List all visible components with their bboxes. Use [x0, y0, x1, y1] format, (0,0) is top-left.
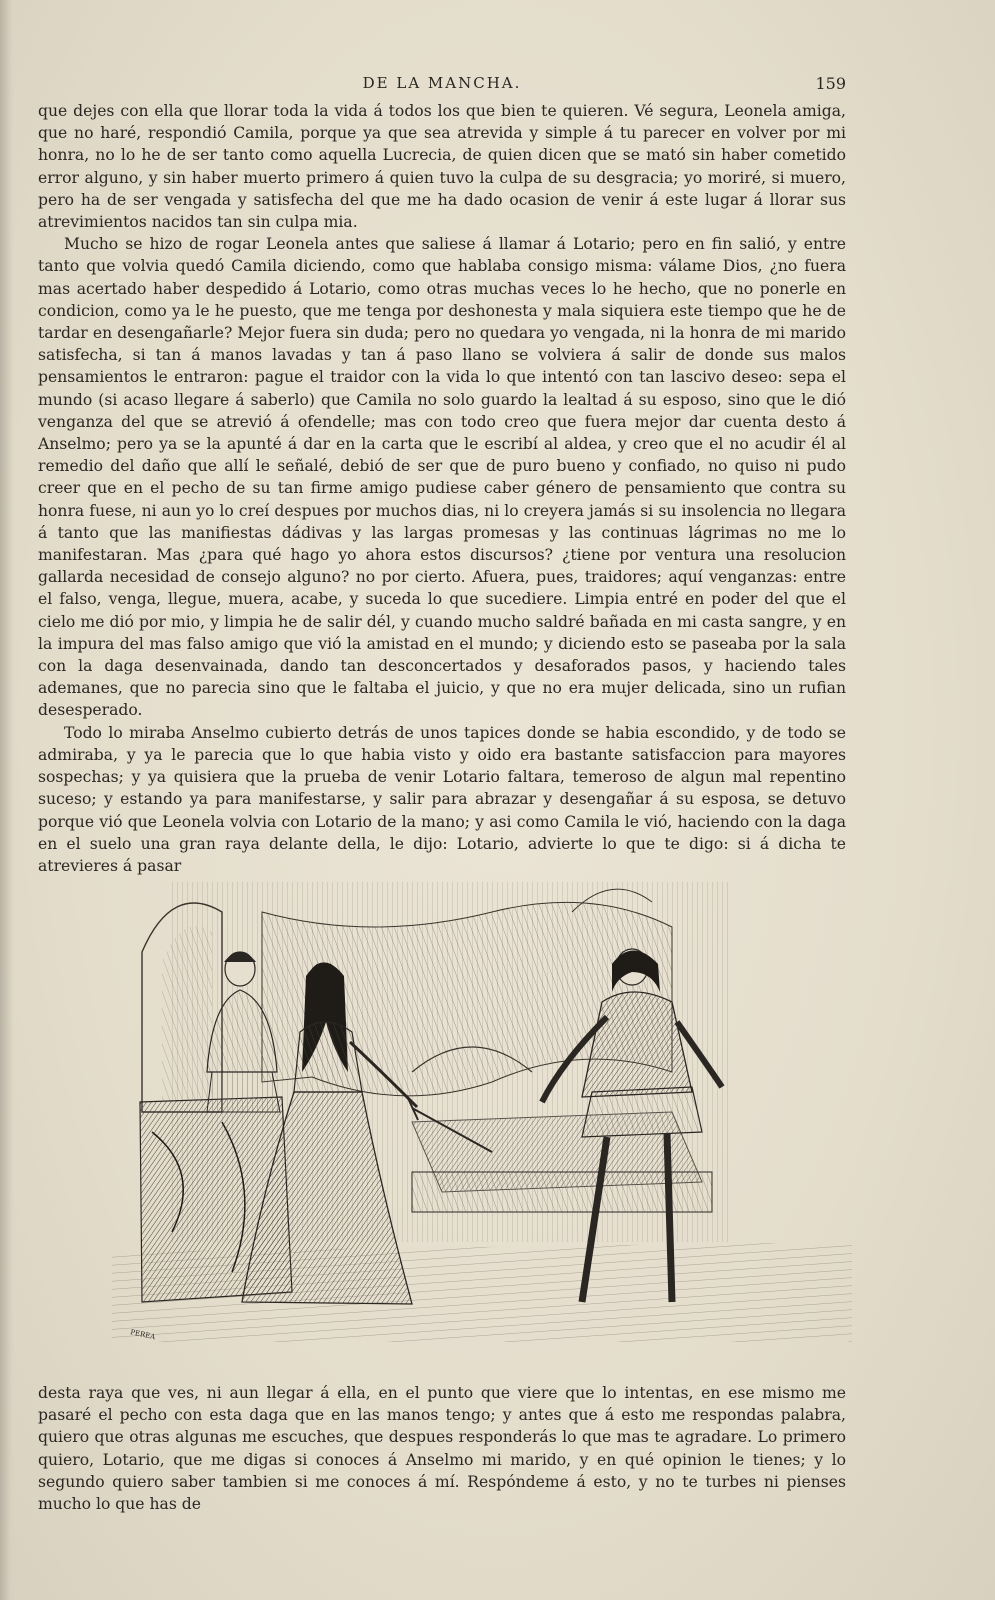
paragraph: que dejes con ella que llorar toda la vida á todos los que bien te quieren. Vé segura, Leonela amiga, que no haré, respondió Camila, porque ya que sea atrevida y simple á tu parecer en volver por mi honra, no lo he de ser tanto como aquella Lucrecia, de quien dicen que se mató sin haber cometido error alguno, y sin haber muerto primero á quien tuvo la culpa de su desgracia; yo moriré, si muero, pero ha de ser vengada y satisfecha del que me ha dado ocasion de venir á este lugar á llorar sus atrevimientos nacidos tan sin culpa mia.: [38, 102, 846, 232]
page-header: [38, 74, 846, 96]
continuation-text: [38, 1382, 846, 1515]
running-title: DE LA MANCHA.: [362, 74, 522, 92]
page-gutter: [0, 0, 14, 1600]
engraver-signature: PEREA: [129, 1328, 156, 1342]
paragraph: desta raya que ves, ni aun llegar á ella, en el punto que viere que lo intentas, en ese mismo me pasaré el pecho con esta daga que en las manos tengo; y antes que á esto me respondas palabra, quiero que otras algunas me escuches, que despues responderás lo que mas te agradare. Lo primero quiero, Lotario, que me digas si conoces á Anselmo mi marido, y en qué opinion le tienes; y lo segundo quiero saber tambien si me conoces á mí. Respóndeme á esto, y no te turbes ni pienses mucho lo que has de: [38, 1384, 846, 1514]
paragraph: Mucho se hizo de rogar Leonela antes que saliese á llamar á Lotario; pero en fin salió, y entre tanto que volvia quedó Camila diciendo, como que hablaba consigo misma: válame Dios, ¿no fuera mas acertado haber despedido á Lotario, como otras muchas veces lo he hecho, que no ponerle en condicion, como ya le he puesto, que me tenga por deshonesta y mala siquiera este tiempo que he de tardar en desengañarle? Mejor fuera sin duda; pero no quedara yo vengada, ni la honra de mi marido satisfecha, si tan á manos lavadas y tan á paso llano se volviera á salir de donde sus malos pensamientos le entraron: pague el traidor con la vida lo que intentó con tan lascivo deseo: sepa el mundo (si acaso llegare á saberlo) que Camila no solo guardo la lealtad á su esposo, sino que le dió venganza del que se atrevió á ofendelle; mas con todo creo que fuera mejor dar cuenta desto á Anselmo; pero ya se la apunté á dar en la carta que le escribí al aldea, y creo que el no acudir él al remedio del daño que allí le señalé, debió de ser que de puro bueno y confiado, no quiso ni pudo creer que en el pecho de su tan firme amigo pudiese caber género de pensamiento que contra su honra fuese, ni aun yo lo creí despues por muchos dias, ni lo creyera jamás si su insolencia no llegara á tanto que las manifiestas dádivas y las largas promesas y las continuas lágrimas no me lo manifestaran. Mas ¿para qué hago yo ahora estos discursos? ¿tiene por ventura una resolucion gallarda necesidad de consejo alguno? no por cierto. Afuera, pues, traidores; aquí venganzas: entre el falso, venga, llegue, muera, acabe, y suceda lo que sucediere. Limpia entré en poder del que el cielo me dió por mio, y limpia he de salir dél, y cuando mucho saldré bañada en mi casta sangre, y en la impura del mas falso amigo que vió la amistad en el mundo; y diciendo esto se paseaba por la sala con la daga desenvainada, dando tan desconcertados y desaforados pasos, y haciendo tales ademanes, que no parecia sino que le faltaba el juicio, y que no era mujer delicada, sino un rufian desesperado.: [38, 235, 846, 720]
floor: [112, 1242, 852, 1342]
paragraph: Todo lo miraba Anselmo cubierto detrás de unos tapices donde se habia escondido, y de todo se admiraba, y ya le parecia que lo que habia visto y oido era bastante satisfaccion para mayores sospechas; y ya quisiera que la prueba de venir Lotario faltara, temeroso de algun mal repentino suceso; y estando ya para manifestarse, y salir para abrazar y desengañar á su esposa, se detuvo porque vió que Leonela volvia con Lotario de la mano; y asi como Camila le vió, haciendo con la daga en el suelo una gran raya delante della, le dijo: Lotario, advierte lo que te digo: si á dicha te atrevieres á pasar: [38, 723, 846, 875]
page-number: 159: [815, 74, 846, 93]
body-text: [38, 100, 846, 877]
engraving-illustration: [112, 872, 852, 1372]
engraving-drawing: [112, 872, 852, 1372]
